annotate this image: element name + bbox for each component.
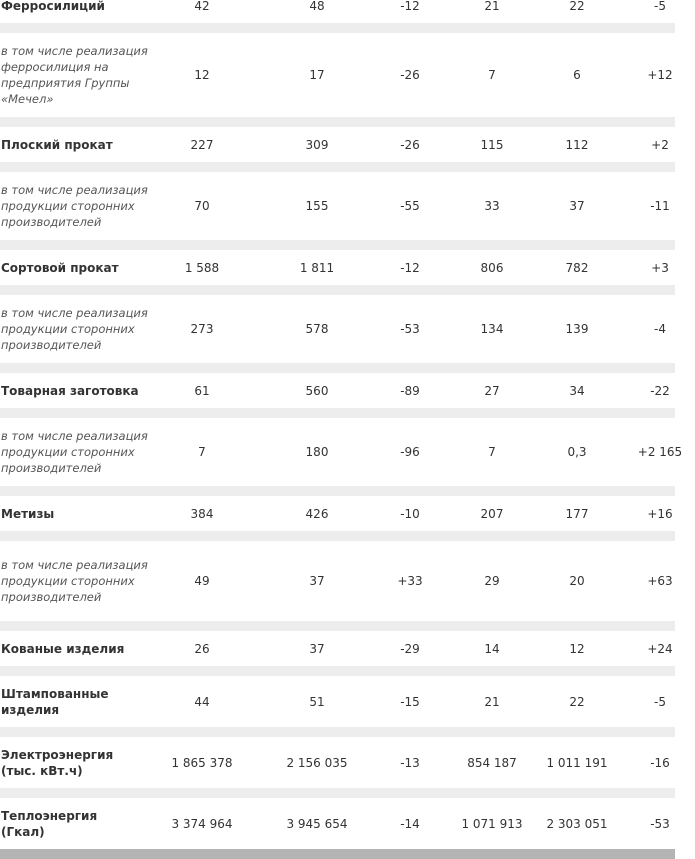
value-cell: 134	[480, 322, 504, 336]
value-cell: -5	[654, 695, 666, 709]
value-cell: 21	[484, 0, 500, 13]
value-cell: 17	[309, 68, 325, 82]
value-cell: 70	[194, 199, 210, 213]
row-separator	[0, 666, 675, 676]
row-separator	[0, 486, 675, 496]
row-label: в том числе реализация продукции сторонних производителей	[1, 306, 148, 352]
row-separator	[0, 408, 675, 418]
value-cell: 112	[565, 138, 589, 152]
value-cell: 29	[484, 574, 500, 588]
row-label: в том числе реализация продукции сторонних производителей	[1, 429, 148, 475]
value-cell: +3	[651, 261, 669, 275]
row-separator	[0, 117, 675, 127]
value-cell: -12	[400, 261, 420, 275]
value-cell: -22	[650, 384, 670, 398]
value-cell: 12	[569, 642, 585, 656]
value-cell: -5	[654, 0, 666, 13]
table-row	[0, 295, 675, 373]
table-row	[0, 127, 675, 172]
value-cell: 578	[305, 322, 329, 336]
value-cell: 782	[565, 261, 589, 275]
value-cell: 7	[488, 445, 496, 459]
row-separator	[0, 162, 675, 172]
value-cell: 2 303 051	[546, 817, 608, 831]
value-cell: 22	[569, 0, 585, 13]
value-cell: 42	[194, 0, 210, 13]
value-cell: 806	[480, 261, 504, 275]
table-footer-bar	[0, 849, 675, 859]
table-row	[0, 33, 675, 127]
row-label: в том числе реализация ферросилиция на предприятия Группы «Мечел»	[1, 44, 148, 106]
value-cell: 44	[194, 695, 210, 709]
value-cell: -4	[654, 322, 666, 336]
row-separator	[0, 240, 675, 250]
value-cell: +2	[651, 138, 669, 152]
table-row	[0, 737, 675, 798]
value-cell: 1 071 913	[461, 817, 523, 831]
table-row	[0, 250, 675, 295]
value-cell: +2 165	[637, 445, 683, 459]
value-cell: 1 865 378	[171, 756, 233, 770]
value-cell: 384	[190, 507, 214, 521]
value-cell: -12	[400, 0, 420, 13]
value-cell: 854 187	[467, 756, 517, 770]
value-cell: 20	[569, 574, 585, 588]
row-label: в том числе реализация продукции сторонних производителей	[1, 558, 148, 604]
value-cell: 1 011 191	[546, 756, 608, 770]
value-cell: 3 374 964	[171, 817, 233, 831]
row-label: Товарная заготовка	[1, 384, 139, 398]
value-cell: 61	[194, 384, 210, 398]
table-row	[0, 631, 675, 676]
value-cell: 14	[484, 642, 500, 656]
value-cell: 48	[309, 0, 325, 13]
value-cell: 51	[309, 695, 325, 709]
value-cell: 1 811	[299, 261, 335, 275]
value-cell: -96	[400, 445, 420, 459]
row-separator	[0, 727, 675, 737]
value-cell: 37	[309, 574, 325, 588]
value-cell: +16	[647, 507, 673, 521]
row-label: Метизы	[1, 507, 55, 521]
row-label: Ферросилиций	[1, 0, 105, 13]
row-separator	[0, 23, 675, 33]
value-cell: 155	[305, 199, 329, 213]
value-cell: 37	[309, 642, 325, 656]
row-separator	[0, 531, 675, 541]
value-cell: -14	[400, 817, 420, 831]
value-cell: -89	[400, 384, 420, 398]
row-label: в том числе реализация продукции сторонних производителей	[1, 183, 148, 229]
table-row	[0, 496, 675, 541]
table-row	[0, 676, 675, 737]
value-cell: -26	[400, 68, 420, 82]
value-cell: +33	[397, 574, 423, 588]
value-cell: 22	[569, 695, 585, 709]
value-cell: +63	[647, 574, 673, 588]
value-cell: 207	[480, 507, 504, 521]
value-cell: -53	[650, 817, 670, 831]
value-cell: 12	[194, 68, 210, 82]
value-cell: 7	[198, 445, 206, 459]
value-cell: +24	[647, 642, 673, 656]
value-cell: 309	[305, 138, 329, 152]
value-cell: 21	[484, 695, 500, 709]
value-cell: -29	[400, 642, 420, 656]
value-cell: 26	[194, 642, 210, 656]
value-cell: 3 945 654	[286, 817, 348, 831]
value-cell: 6	[573, 68, 581, 82]
value-cell: 177	[565, 507, 589, 521]
value-cell: 227	[190, 138, 214, 152]
row-separator	[0, 788, 675, 798]
row-label: Электроэнергия (тыс. кВт.ч)	[1, 748, 114, 778]
value-cell: 180	[305, 445, 329, 459]
value-cell: 49	[194, 574, 210, 588]
value-cell: 33	[484, 199, 500, 213]
row-label: Теплоэнергия (Гкал)	[1, 809, 98, 839]
row-label: Кованые изделия	[1, 642, 125, 656]
value-cell: 1 588	[184, 261, 220, 275]
value-cell: 34	[569, 384, 585, 398]
value-cell: +12	[647, 68, 673, 82]
value-cell: 115	[480, 138, 504, 152]
value-cell: 139	[565, 322, 589, 336]
row-separator	[0, 363, 675, 373]
value-cell: -55	[400, 199, 420, 213]
value-cell: -13	[400, 756, 420, 770]
value-cell: 2 156 035	[286, 756, 348, 770]
row-separator	[0, 621, 675, 631]
value-cell: 560	[305, 384, 329, 398]
value-cell: -26	[400, 138, 420, 152]
value-cell: -15	[400, 695, 420, 709]
row-label: Штампованные изделия	[1, 687, 109, 717]
value-cell: 0,3	[567, 445, 587, 459]
value-cell: 27	[484, 384, 500, 398]
table-row	[0, 373, 675, 418]
value-cell: -53	[400, 322, 420, 336]
row-separator	[0, 285, 675, 295]
value-cell: 426	[305, 507, 329, 521]
value-cell: 7	[488, 68, 496, 82]
row-label: Плоский прокат	[1, 138, 113, 152]
table-row	[0, 418, 683, 496]
value-cell: 37	[569, 199, 585, 213]
table-row	[0, 0, 675, 33]
table-row	[0, 541, 675, 631]
value-cell: -10	[400, 507, 420, 521]
row-label: Сортовой прокат	[1, 261, 119, 275]
value-cell: -11	[650, 199, 670, 213]
value-cell: 273	[190, 322, 214, 336]
table-row	[0, 172, 675, 250]
value-cell: -16	[650, 756, 670, 770]
